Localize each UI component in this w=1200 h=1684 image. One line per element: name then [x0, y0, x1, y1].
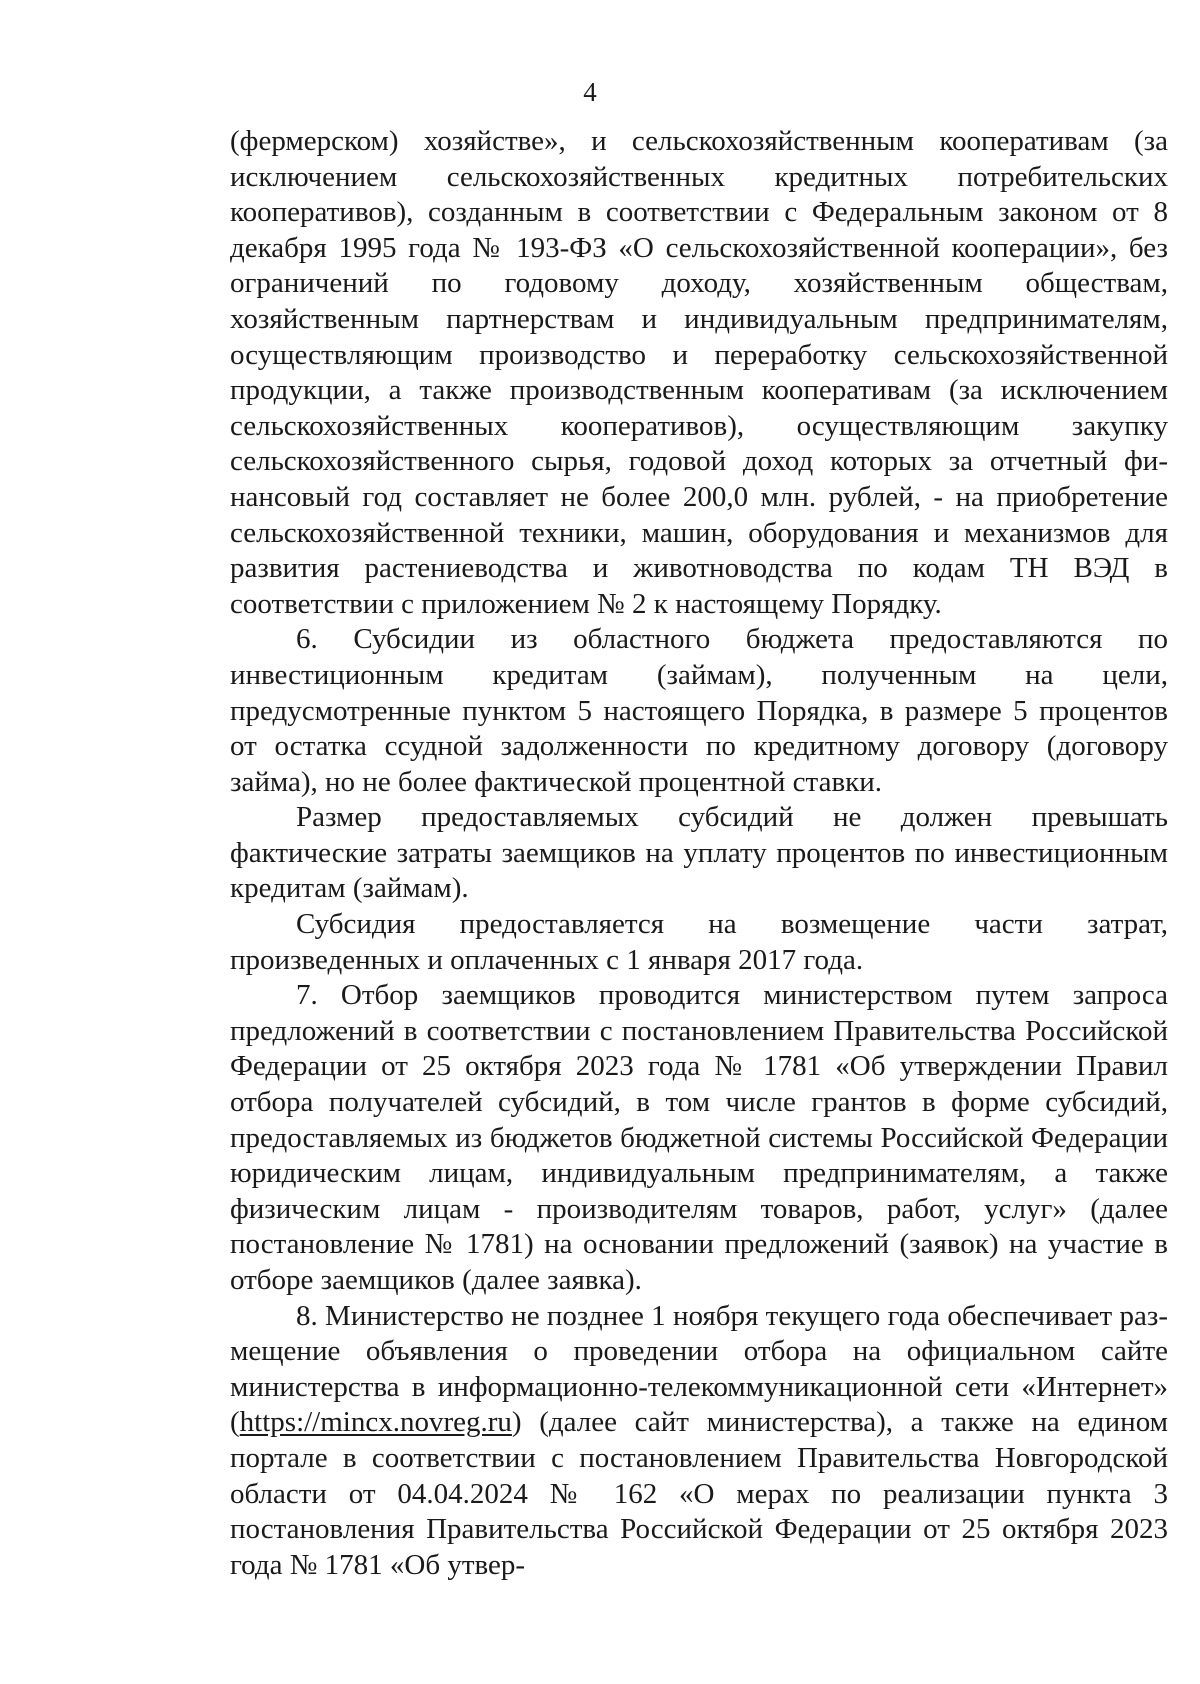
paragraph-item-8-text-before: 8. Министерство не позднее 1 ноября текущего года обеспечивает размещение объявления о проведении отбора на официальном сайте министерства в информационно-телекоммуникационной сети «Интернет» (	[230, 1299, 1168, 1439]
paragraph-item-8-text-after: ) (далее сайт министерства), а также на едином портале в соответствии с постановлением Правительства Новгородской области от 04.04.2024 № 162 «О мерах по реализации пункта 3 постановления Правительства Российской Федерации от 25 октября 2023 года № 1781 «Об утвер-	[230, 1406, 1168, 1581]
paragraph-item-8	[230, 1299, 1168, 1584]
ministry-website-link[interactable]: https://mincx.novreg.ru	[239, 1406, 512, 1439]
paragraph-continuation: (фермерском) хозяйстве», и сельскохозяйственным кооперативам (за исключением сельскохозяйственных кредитных потребительских кооперативов), созданным в соответствии с Федеральным законом от 8 декабря 1995 года № 193-ФЗ «О сельскохозяйственной кооперации», без ограничений по годовому доходу, хозяйственным обществам, хозяйственным партнерствам и индивидуальным предпринимателям, осуществляющим производство и переработку сельскохозяйственной продукции, а также производственным кооперативам (за исключением сельскохозяйственных кооперативов), осуществляющим закупку сельскохозяйственного сырья, годовой доход которых за отчетный финансовый год составляет не более 200,0 млн. рублей, - на приобретение сельскохозяйственной техники, машин, оборудования и механизмов для развития растениеводства и животноводства по кодам ТН ВЭД в соответствии с приложением № 2 к настоящему Порядку.	[230, 125, 1168, 620]
paragraph-subsidy-size: Размер предоставляемых субсидий не должен превышать фактические затраты заемщиков на уплату процентов по инвестиционным кредитам (займам).	[230, 801, 1168, 905]
paragraph-item-7: 7. Отбор заемщиков проводится министерством путем запроса предложений в соответствии с постановлением Правительства Российской Федерации от 25 октября 2023 года № 1781 «Об утверждении Правил отбора получателей субсидий, в том числе грантов в форме субсидий, предоставляемых из бюджетов бюджетной системы Российской Федерации юридическим лицам, индивидуальным предпринимателям, а также физическим лицам - производителям товаров, работ, услуг» (далее постановление № 1781) на основании предложений (заявок) на участие в отборе заемщиков (далее заявка).	[230, 979, 1168, 1296]
paragraph-item-6: 6. Субсидии из областного бюджета предоставляются по инвестиционным кредитам (займам), полученным на цели, предусмотренные пунктом 5 настоящего Порядка, в размере 5 процентов от остатка ссудной задолженности по кредитному договору (договору займа), но не более фактической процентной ставки.	[230, 623, 1168, 798]
page-number: 4	[583, 77, 597, 107]
document-body	[230, 124, 1168, 1583]
paragraph-subsidy-period: Субсидия предоставляется на возмещение части затрат, произведенных и оплаченных с 1 января 2017 года.	[230, 908, 1168, 976]
